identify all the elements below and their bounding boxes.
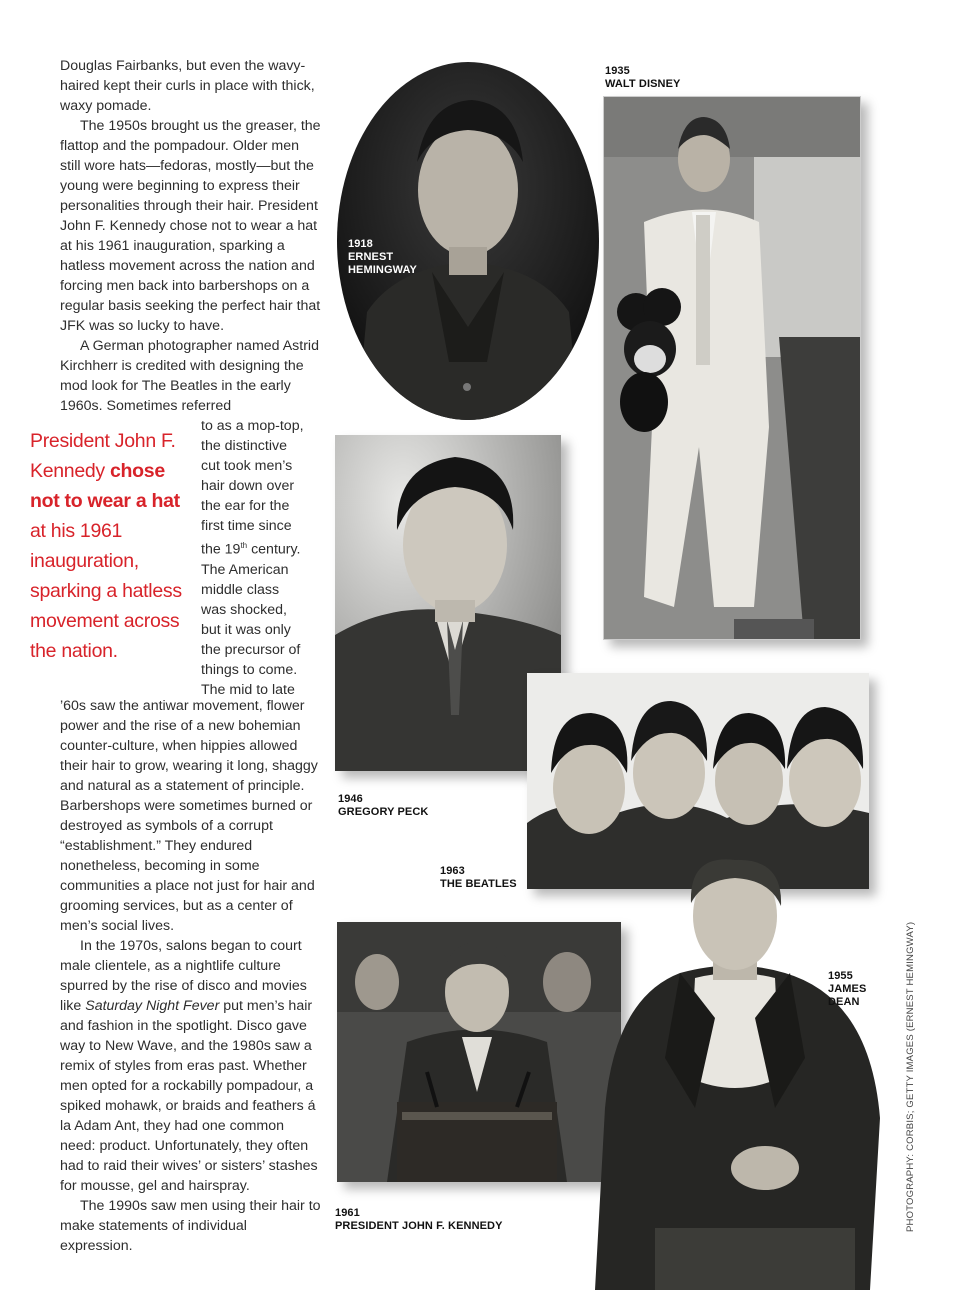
james-dean-portrait (585, 858, 890, 1290)
walt-disney-portrait (604, 97, 860, 639)
caption-walt-disney (605, 65, 680, 91)
text-line: to as a mop-top, (201, 418, 304, 434)
text-line: The mid to late (201, 681, 295, 698)
text-line: things to come. (201, 661, 298, 678)
paragraph: The 1990s saw men using their hair to make statements of individual expression. (60, 1198, 321, 1254)
caption-year: 1955 (828, 970, 853, 982)
caption-year: 1961 (335, 1207, 360, 1219)
paragraph: The 1950s brought us the greaser, the flattop and the pompadour. Older men still wore hats—fedoras, mostly—but the young were beginning to express their personalities through their hair. President John F. Kennedy chose not to wear a hat at his 1961 inauguration, sparking a hatless movement across the nation and forcing men back into barbershops on a regular basis seeking the perfect hair that JFK was so lucky to have. (60, 118, 321, 334)
text-line: The American (201, 561, 289, 578)
pull-quote-text: President John F. Kennedy (30, 430, 176, 482)
text-line: hair down over (201, 478, 295, 494)
article-column-top (60, 56, 322, 416)
caption-year: 1918 (348, 238, 373, 250)
caption-hemingway (348, 238, 417, 277)
text-fragment: the 19 (201, 541, 241, 558)
caption-name: PRESIDENT JOHN F. KENNEDY (335, 1220, 503, 1232)
photo-john-f-kennedy (337, 922, 621, 1182)
caption-year: 1963 (440, 865, 465, 877)
article-column-narrow (201, 416, 321, 700)
pull-quote-text: at his 1961 inauguration, sparking a hatless movement across the nation. (30, 520, 182, 662)
text-line: cut took men’s (201, 458, 293, 474)
text-line: first time since (201, 518, 292, 534)
article-column-bottom (60, 696, 322, 1256)
caption-name: THE BEATLES (440, 878, 517, 890)
text-line: was shocked, (201, 601, 287, 618)
movie-title: Saturday Night Fever (85, 998, 220, 1014)
text-fragment: century. (247, 541, 301, 558)
photo-james-dean (585, 858, 890, 1290)
caption-name: JAMES (828, 983, 867, 995)
caption-gregory-peck (338, 793, 428, 819)
photo-the-beatles (527, 673, 869, 889)
caption-james-dean (828, 970, 866, 1009)
caption-name: DEAN (828, 996, 860, 1008)
pull-quote-emphasis: chose not to wear a hat (30, 460, 180, 512)
text-fragment: put men’s hair and fashion in the spotlight. Disco gave way to New Wave, and the 1980s saw a remix of styles from eras past. Whether men opted for a rockabilly pompadour, a spiked mohawk, or braids and feathers á la Adam Ant, they had one common need: product. Unfortunately, they often had to raid their wives’ or sisters’ stashes for mousse, gel and hairspray. (60, 998, 318, 1194)
paragraph: A German photographer named Astrid Kirchherr is credited with designing the mod look for The Beatles in the early 1960s. Sometimes referred (60, 338, 319, 414)
superscript: th (240, 541, 248, 550)
caption-the-beatles (440, 865, 517, 891)
caption-year: 1935 (605, 65, 630, 77)
text-line: middle class (201, 581, 280, 598)
caption-name: GREGORY PECK (338, 806, 429, 818)
the-beatles-portrait (527, 673, 869, 889)
paragraph: ’60s saw the antiwar movement, flower power and the rise of a new bohemian counter-culture, when hippies allowed their hair to grow, wearing it long, shaggy and natural as a statement of principle. Barbershops were sometimes burned or destroyed as symbols of a corrupt “establishment.” They endured nonetheless, becoming in some communities a place not just for hair and grooming services, but as a center of men’s social lives. (60, 698, 318, 934)
paragraph: Douglas Fairbanks, but even the wavy-haired kept their curls in place with thick, waxy pomade. (60, 58, 315, 114)
photo-credit: PHOTOGRAPHY: CORBIS; GETTY IMAGES (ERNEST HEMINGWAY) (905, 921, 916, 1232)
text-fragment: In the 1970s, salons began to court male clientele, as a nightlife culture spurred by the rise of disco and movies like (60, 938, 307, 1014)
john-f-kennedy-portrait (337, 922, 621, 1182)
text-line: but it was only (201, 621, 291, 638)
caption-name: WALT DISNEY (605, 78, 681, 90)
photo-walt-disney (603, 96, 861, 640)
text-line: the distinctive (201, 438, 287, 454)
caption-name: HEMINGWAY (348, 264, 417, 276)
pull-quote (30, 426, 192, 666)
text-line: the precursor of (201, 641, 301, 658)
paragraph (60, 936, 322, 1196)
caption-name: ERNEST (348, 251, 394, 263)
caption-john-f-kennedy (335, 1207, 503, 1233)
text-line: the ear for the (201, 498, 290, 514)
text-line (201, 536, 321, 560)
caption-year: 1946 (338, 793, 363, 805)
